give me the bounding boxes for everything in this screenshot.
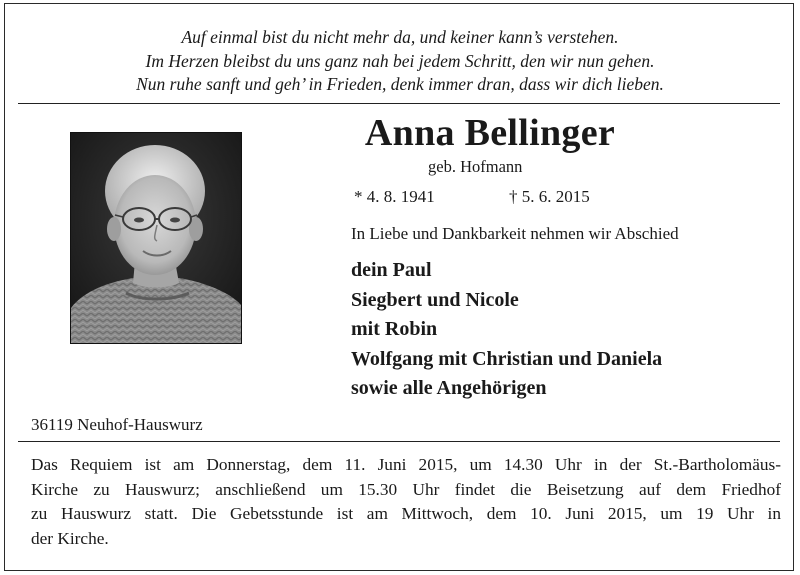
notice-line: Das Requiem ist am Donnerstag, dem 11. Juni 2015, um 14.30 Uhr in der St.-Bartholomäus- — [31, 455, 781, 474]
place-of-residence: 36119 Neuhof-Hauswurz — [31, 415, 203, 434]
notice-line: Kirche zu Hauswurz; anschließend um 15.30 Uhr findet die Beisetzung auf dem Friedhof — [31, 479, 781, 499]
portrait-photo — [70, 132, 242, 344]
poem-line: Im Herzen bleibst du uns ganz nah bei jedem Schritt, den wir nun gehen. — [145, 50, 655, 71]
deceased-name: Anna Bellinger — [364, 112, 616, 154]
divider-top — [18, 103, 780, 104]
mourner-line: mit Robin — [351, 318, 438, 340]
mourner-line: sowie alle Angehörigen — [351, 377, 547, 399]
farewell-text: In Liebe und Dankbarkeit nehmen wir Abschied — [351, 224, 679, 243]
death-date: † 5. 6. 2015 — [509, 187, 590, 206]
poem — [0, 26, 800, 97]
divider-bottom — [18, 441, 780, 442]
maiden-name: geb. Hofmann — [428, 157, 523, 176]
mourner-line: Wolfgang mit Christian und Daniela — [351, 347, 663, 370]
service-notice — [31, 453, 781, 551]
notice-line: der Kirche. — [31, 528, 109, 548]
mourner-line: Siegbert und Nicole — [351, 288, 519, 311]
mourners-list — [351, 256, 662, 404]
portrait-image — [71, 133, 241, 343]
poem-line: Auf einmal bist du nicht mehr da, und keiner kann’s verstehen. — [181, 27, 619, 47]
poem-line: Nun ruhe sanft und geh’ in Frieden, denk immer dran, dass wir dich lieben. — [136, 74, 664, 94]
mourner-line: dein Paul — [351, 259, 432, 281]
notice-line: zu Hauswurz statt. Die Gebetsstunde ist am Mittwoch, dem 10. Juni 2015, um 19 Uhr in — [31, 504, 781, 523]
birth-date: * 4. 8. 1941 — [354, 187, 435, 206]
